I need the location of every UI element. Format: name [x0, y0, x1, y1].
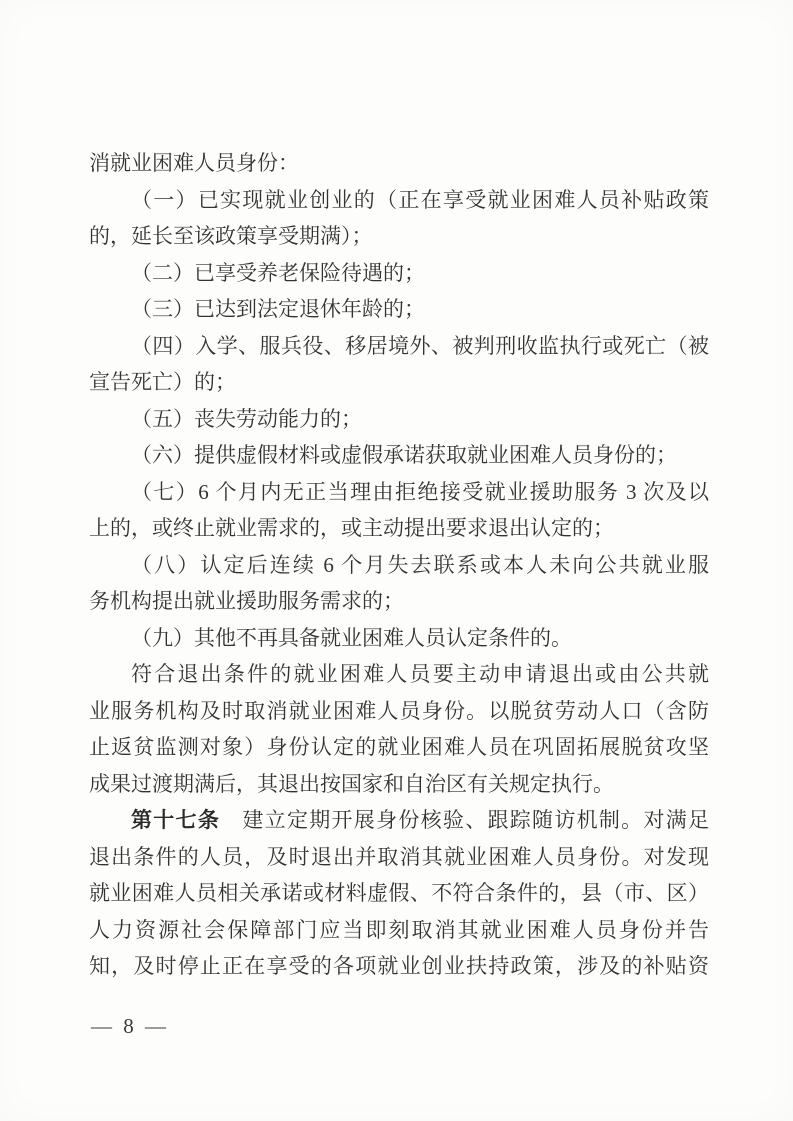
text-line: 成果过渡期满后，其退出按国家和自治区有关规定执行。 — [89, 771, 614, 796]
page-number: — 8 — — [91, 1014, 169, 1038]
text-line: （六）提供虚假材料或虚假承诺获取就业困难人员身份的； — [131, 443, 677, 467]
article-text: 建立定期开展身份核验、跟踪随访机制。对满足 — [220, 808, 710, 832]
text-line: 符合退出条件的就业困难人员要主动申请退出或由公共就 — [131, 662, 709, 686]
document-body — [89, 145, 709, 985]
text-line: 的，延长至该政策享受期满）； — [89, 224, 373, 248]
text-line: 就业困难人员相关承诺或材料虚假、不符合条件的，县（市、区） — [89, 881, 709, 905]
text-line: 业服务机构及时取消就业困难人员身份。以脱贫劳动人口（含防 — [89, 698, 709, 723]
text-line: 知，及时停止正在享受的各项就业创业扶持政策，涉及的补贴资 — [89, 954, 709, 978]
text-line: （三）已达到法定退休年龄的； — [131, 297, 425, 321]
text-line: 人力资源社会保障部门应当即刻取消其就业困难人员身份并告 — [89, 917, 709, 942]
text-line: 务机构提出就业援助服务需求的； — [89, 589, 404, 613]
text-line: （七）6 个月内无正当理由拒绝接受就业援助服务 3 次及以 — [131, 479, 709, 504]
text-line: （二）已享受养老保险待遇的； — [131, 260, 425, 285]
text-line: 退出条件的人员，及时退出并取消其就业困难人员身份。对发现 — [89, 844, 709, 869]
text-line-article-17 — [89, 802, 709, 839]
text-line: （八）认定后连续 6 个月失去联系或本人未向公共就业服 — [131, 552, 709, 577]
text-line: 宣告死亡）的； — [89, 370, 236, 394]
text-line: 消就业困难人员身份： — [89, 151, 299, 175]
text-line: （九）其他不再具备就业困难人员认定条件的。 — [131, 625, 572, 650]
article-number: 第十七条 — [131, 808, 221, 832]
text-line: 止返贫监测对象）身份认定的就业困难人员在巩固拓展脱贫攻坚 — [89, 735, 709, 759]
text-line: （四）入学、服兵役、移居境外、被判刑收监执行或死亡（被 — [131, 333, 709, 358]
text-line: （五）丧失劳动能力的； — [131, 406, 362, 431]
text-line: 上的，或终止就业需求的，或主动提出要求退出认定的； — [89, 516, 614, 540]
text-line: （一）已实现就业创业的（正在享受就业困难人员补贴政策 — [131, 187, 709, 212]
